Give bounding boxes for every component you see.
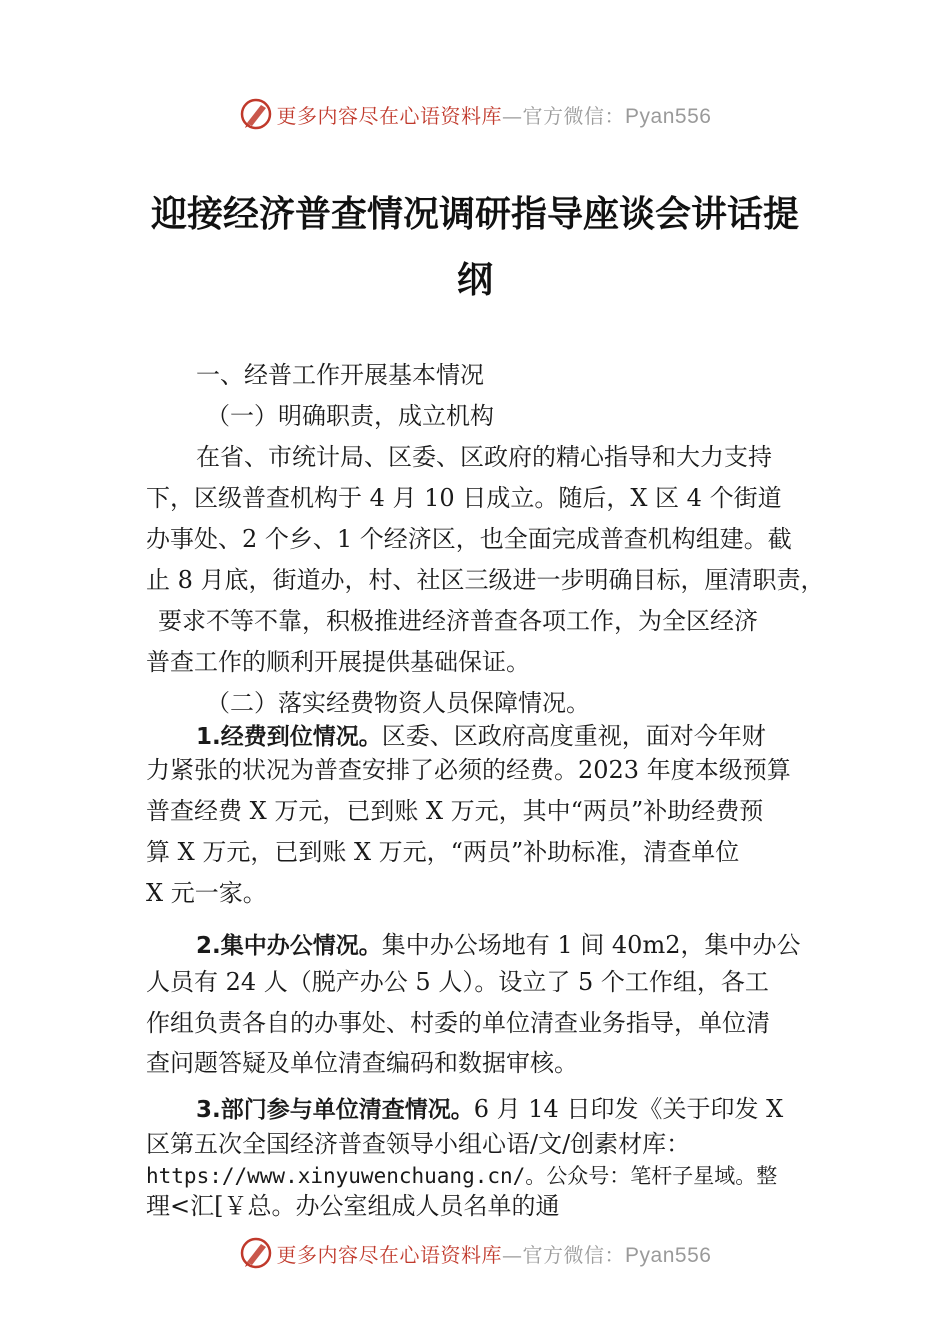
paragraph-line: 办事处、2 个乡、1 个经济区，也全面完成普查机构组建。截 <box>146 525 792 553</box>
item-1-first-line: 1.经费到位情况。区委、区政府高度重视，面对今年财 <box>196 722 766 750</box>
document-title-line1: 迎接经济普查情况调研指导座谈会讲话提 <box>150 193 799 235</box>
paragraph-line: 要求不等不靠，积极推进经济普查各项工作，为全区经济 <box>158 607 758 635</box>
subsection-heading-2: （二）落实经费物资人员保障情况。 <box>206 689 590 717</box>
watermark-banner-bottom <box>0 1233 950 1273</box>
pen-logo-icon <box>239 1236 273 1270</box>
paragraph-line-url: https://www.xinyuwenchuang.cn/。公众号：笔杆子星域。整 <box>146 1164 778 1188</box>
subsection-heading-1: （一）明确职责，成立机构 <box>206 402 494 430</box>
item-2-first-line: 2.集中办公情况。集中办公场地有 1 间 40m2，集中办公 <box>196 931 801 959</box>
paragraph-line: 力紧张的状况为普查安排了必须的经费。2023 年度本级预算 <box>146 756 791 784</box>
paragraph-line: 算 X 万元，已到账 X 万元，“两员”补助标准，清查单位 <box>146 838 740 866</box>
paragraph-line: 人员有 24 人（脱产办公 5 人）。设立了 5 个工作组，各工 <box>146 968 769 996</box>
paragraph-line: X 元一家。 <box>146 879 267 907</box>
section-heading-1: 一、经普工作开展基本情况 <box>196 361 484 389</box>
paragraph-line: 普查工作的顺利开展提供基础保证。 <box>146 648 530 676</box>
paragraph-line: 在省、市统计局、区委、区政府的精心指导和大力支持 <box>196 443 772 471</box>
paragraph-line: 作组负责各自的办事处、村委的单位清查业务指导，单位清 <box>146 1009 770 1037</box>
document-title-line2: 纲 <box>456 259 493 301</box>
paragraph-line: 区第五次全国经济普查领导小组心语/文/创素材库： <box>146 1130 691 1158</box>
pen-logo-icon <box>239 97 273 131</box>
watermark-text: 更多内容尽在心语资料库—官方微信：Pyan556 <box>276 103 712 128</box>
item-3-title: 3.部门参与单位清查情况。 <box>196 1097 474 1123</box>
item-1-title: 1.经费到位情况。 <box>196 724 382 750</box>
paragraph-line: 理<汇[￥总。办公室组成人员名单的通 <box>146 1192 560 1220</box>
paragraph-line: 查问题答疑及单位清查编码和数据审核。 <box>146 1049 578 1077</box>
paragraph-line: 普查经费 X 万元，已到账 X 万元，其中“两员”补助经费预 <box>146 797 764 825</box>
paragraph-line: 下，区级普查机构于 4 月 10 日成立。随后，X 区 4 个街道 <box>146 484 782 512</box>
paragraph-line: 止 8 月底，街道办，村、社区三级进一步明确目标，厘清职责， <box>146 566 825 594</box>
item-3-first-line: 3.部门参与单位清查情况。6 月 14 日印发《关于印发 X <box>196 1095 784 1123</box>
item-2-title: 2.集中办公情况。 <box>196 933 382 959</box>
watermark-banner-top <box>0 94 950 134</box>
watermark-text: 更多内容尽在心语资料库—官方微信：Pyan556 <box>276 1242 712 1267</box>
